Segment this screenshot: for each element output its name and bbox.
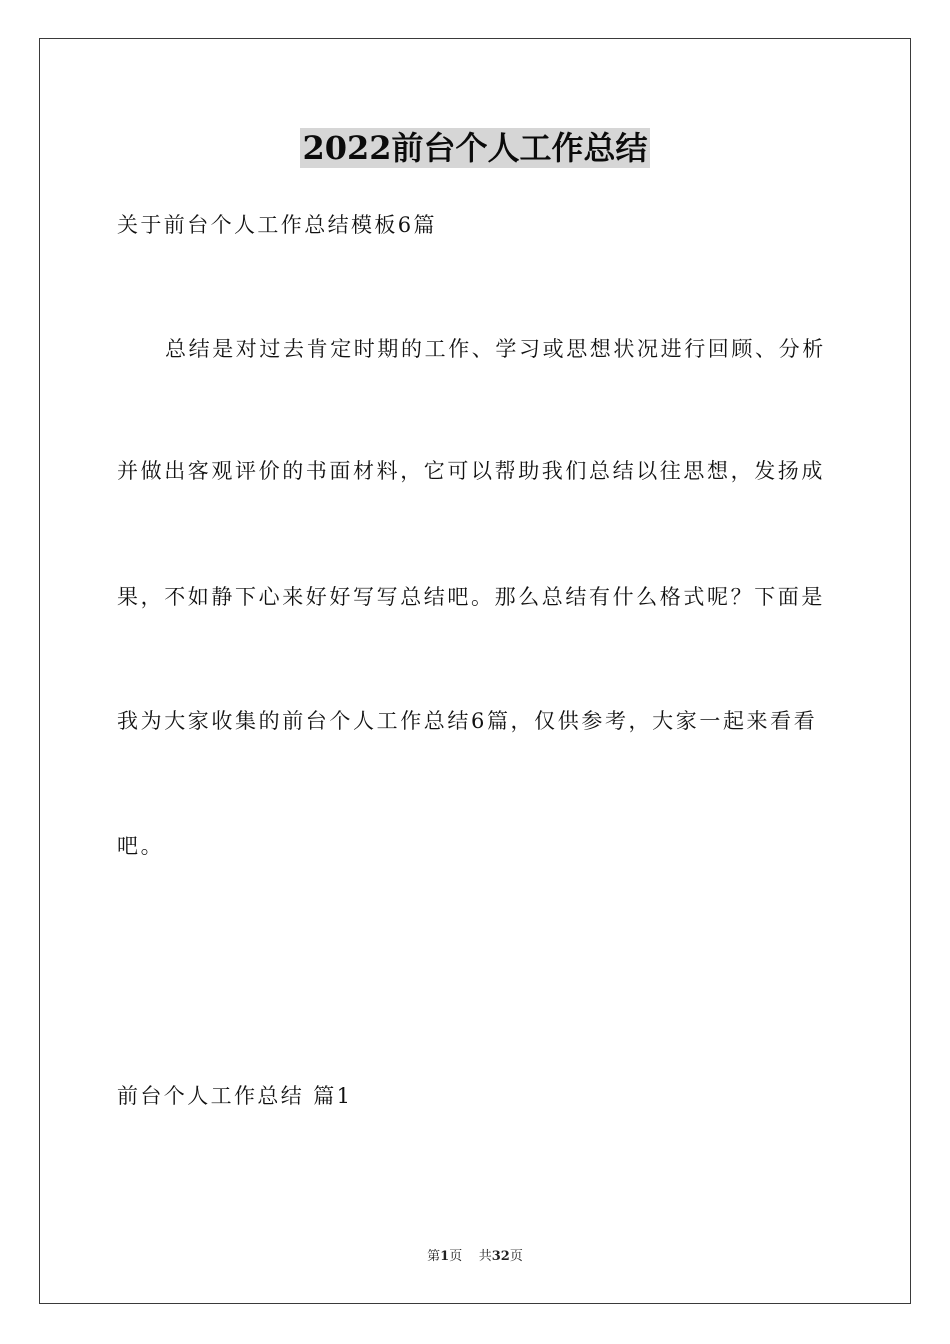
- footer-total-prefix: 共: [478, 1249, 492, 1264]
- paragraph-line-2: 并做出客观评价的书面材料，它可以帮助我们总结以往思想，发扬成: [117, 459, 825, 483]
- document-subtitle: 关于前台个人工作总结模板6篇: [117, 213, 437, 237]
- footer-page-number: 1: [440, 1249, 450, 1264]
- footer-page-prefix: 第: [427, 1249, 441, 1264]
- paragraph-line-3: 果，不如静下心来好好写写总结吧。那么总结有什么格式呢？下面是: [117, 585, 825, 609]
- section-heading: 前台个人工作总结 篇1: [117, 1084, 353, 1108]
- footer-page-suffix: 页: [449, 1249, 463, 1264]
- page-footer: [0, 1247, 950, 1267]
- document-title-text: 2022前台个人工作总结: [302, 129, 648, 167]
- footer-total-pages: 32: [491, 1249, 510, 1264]
- paragraph-line-5: 吧。: [117, 834, 165, 858]
- paragraph-line-1: 总结是对过去肯定时期的工作、学习或思想状况进行回顾、分析: [165, 337, 826, 361]
- paragraph-line-4: 我为大家收集的前台个人工作总结6篇，仅供参考，大家一起来看看: [117, 709, 818, 733]
- footer-total-suffix: 页: [509, 1249, 523, 1264]
- document-title: [0, 128, 950, 168]
